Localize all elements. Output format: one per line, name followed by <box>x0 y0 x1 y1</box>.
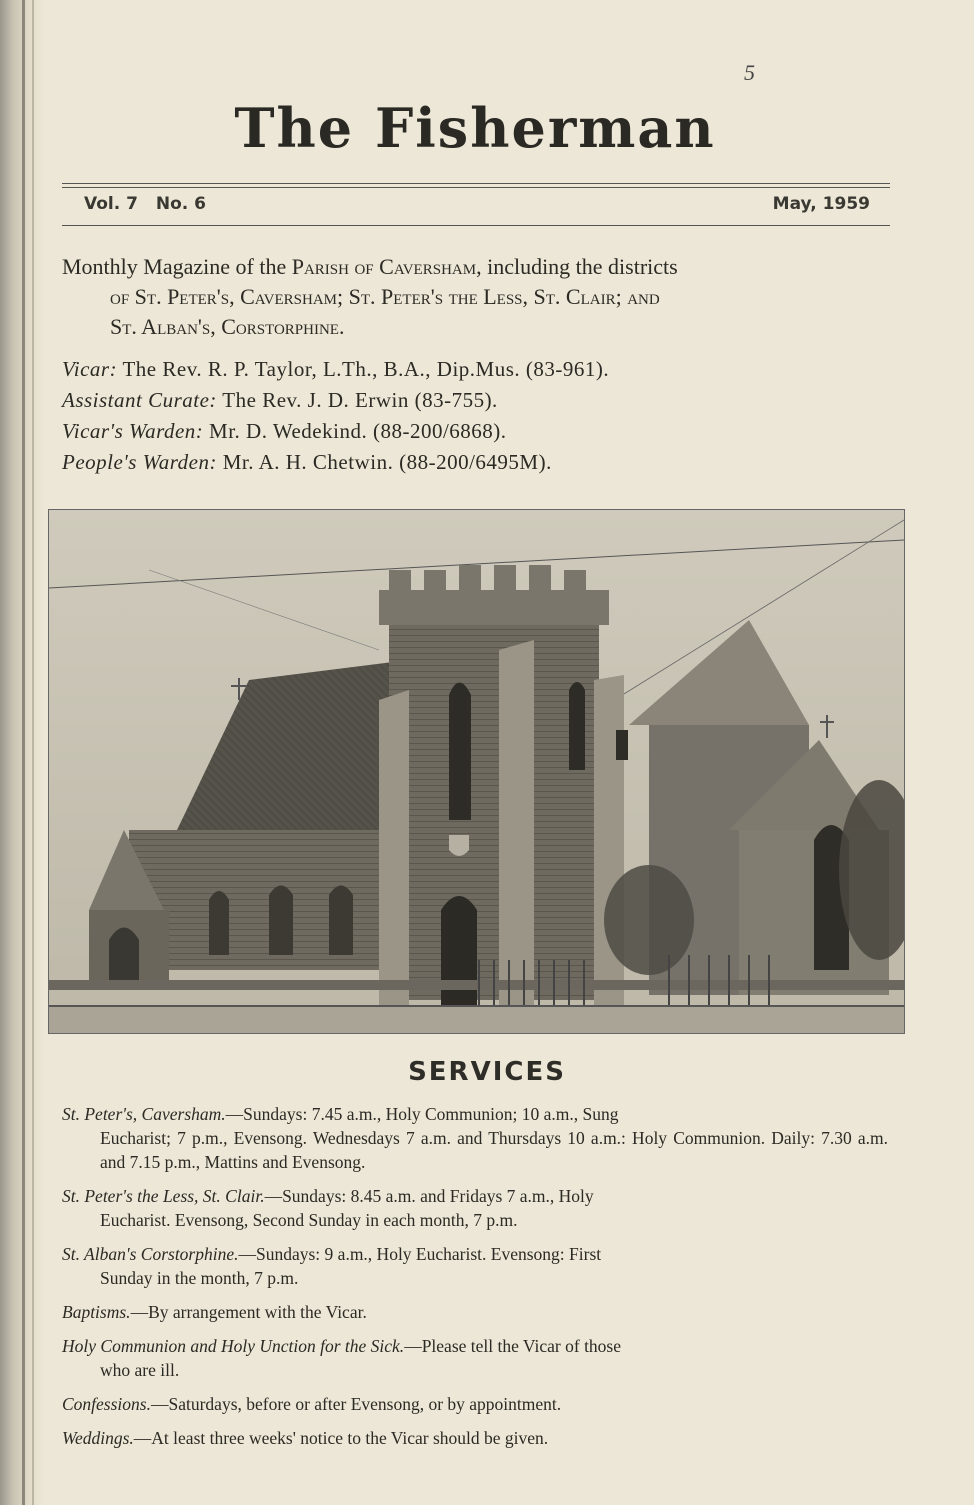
intro-text-c: , including the districts <box>476 254 678 279</box>
officer-detail: Mr. D. Wedekind. (88-200/6868). <box>203 419 507 443</box>
intro-districts: of St. Peter's, Caversham; St. Peter's the Less, St. Clair; and <box>110 284 660 309</box>
service-st-peters-the-less <box>62 1184 888 1232</box>
officer-vicar <box>62 354 892 385</box>
services-heading: SERVICES <box>408 1057 566 1087</box>
intro-text-a: Monthly Magazine of the <box>62 254 292 279</box>
service-text-cont: who are ill. <box>100 1360 180 1380</box>
service-confessions <box>62 1392 888 1416</box>
intro-districts-end: St. Alban's, Corstorphine. <box>110 314 345 339</box>
masthead-title: The Fisherman <box>234 96 716 160</box>
service-place: St. Peter's, Caversham. <box>62 1104 226 1124</box>
service-text: —By arrangement with the Vicar. <box>130 1302 367 1322</box>
intro-paragraph <box>62 252 892 342</box>
service-text-cont: Eucharist; 7 p.m., Evensong. Wednesdays 7 a.m. and Thursdays 10 a.m.: Holy Communion. Daily: 7.30 a.m. and 7.15 p.m., Mattins and Evensong. <box>100 1128 888 1172</box>
service-place: Weddings. <box>62 1428 134 1448</box>
service-text-cont: Sunday in the month, 7 p.m. <box>100 1268 299 1288</box>
officer-role: Vicar: <box>62 357 118 381</box>
service-baptisms <box>62 1300 888 1324</box>
binding-edge <box>22 0 25 1505</box>
issue-number: No. 6 <box>155 194 206 214</box>
masthead-rule-top-2 <box>62 187 890 188</box>
binding-edge-inner <box>32 0 34 1505</box>
service-place: St. Alban's Corstorphine. <box>62 1244 239 1264</box>
service-st-peters-caversham <box>62 1102 888 1174</box>
service-sick-communion <box>62 1334 888 1382</box>
masthead-rule-top <box>62 183 890 184</box>
page-number-mark: 5 <box>744 60 755 85</box>
service-place: Holy Communion and Holy Unction for the Sick. <box>62 1336 405 1356</box>
officer-role: People's Warden: <box>62 450 217 474</box>
officer-detail: The Rev. R. P. Taylor, L.Th., B.A., Dip.Mus. (83-961). <box>117 357 610 381</box>
service-text: —Sundays: 7.45 a.m., Holy Communion; 10 a.m., Sung <box>225 1104 619 1124</box>
officer-vicars-warden <box>62 416 892 447</box>
officer-role: Assistant Curate: <box>62 388 217 412</box>
service-st-albans <box>62 1242 888 1290</box>
service-text: —Saturdays, before or after Evensong, or by appointment. <box>150 1394 562 1414</box>
service-text: —At least three weeks' notice to the Vicar should be given. <box>133 1428 549 1448</box>
services-list <box>62 1102 888 1460</box>
service-place: Baptisms. <box>62 1302 131 1322</box>
issue-volume: Vol. 7 <box>84 194 138 214</box>
officer-assistant-curate <box>62 385 892 416</box>
officer-detail: The Rev. J. D. Erwin (83-755). <box>216 388 498 412</box>
officer-detail: Mr. A. H. Chetwin. (88-200/6495M). <box>217 450 552 474</box>
service-text: —Please tell the Vicar of those <box>404 1336 622 1356</box>
church-photograph <box>48 509 905 1034</box>
intro-parish: Parish of Caversham <box>291 254 477 279</box>
parish-officers <box>62 354 892 478</box>
service-text-cont: Eucharist. Evensong, Second Sunday in each month, 7 p.m. <box>100 1210 518 1230</box>
service-text: —Sundays: 8.45 a.m. and Fridays 7 a.m., Holy <box>264 1186 594 1206</box>
service-place: St. Peter's the Less, St. Clair. <box>62 1186 265 1206</box>
officer-role: Vicar's Warden: <box>62 419 204 443</box>
issue-date: May, 1959 <box>772 194 870 214</box>
masthead-rule-bottom <box>62 225 890 226</box>
service-weddings <box>62 1426 888 1450</box>
service-place: Confessions. <box>62 1394 151 1414</box>
officer-peoples-warden <box>62 447 892 478</box>
service-text: —Sundays: 9 a.m., Holy Eucharist. Evensong: First <box>238 1244 602 1264</box>
issue-info <box>84 190 874 220</box>
church-illustration <box>49 510 904 1033</box>
